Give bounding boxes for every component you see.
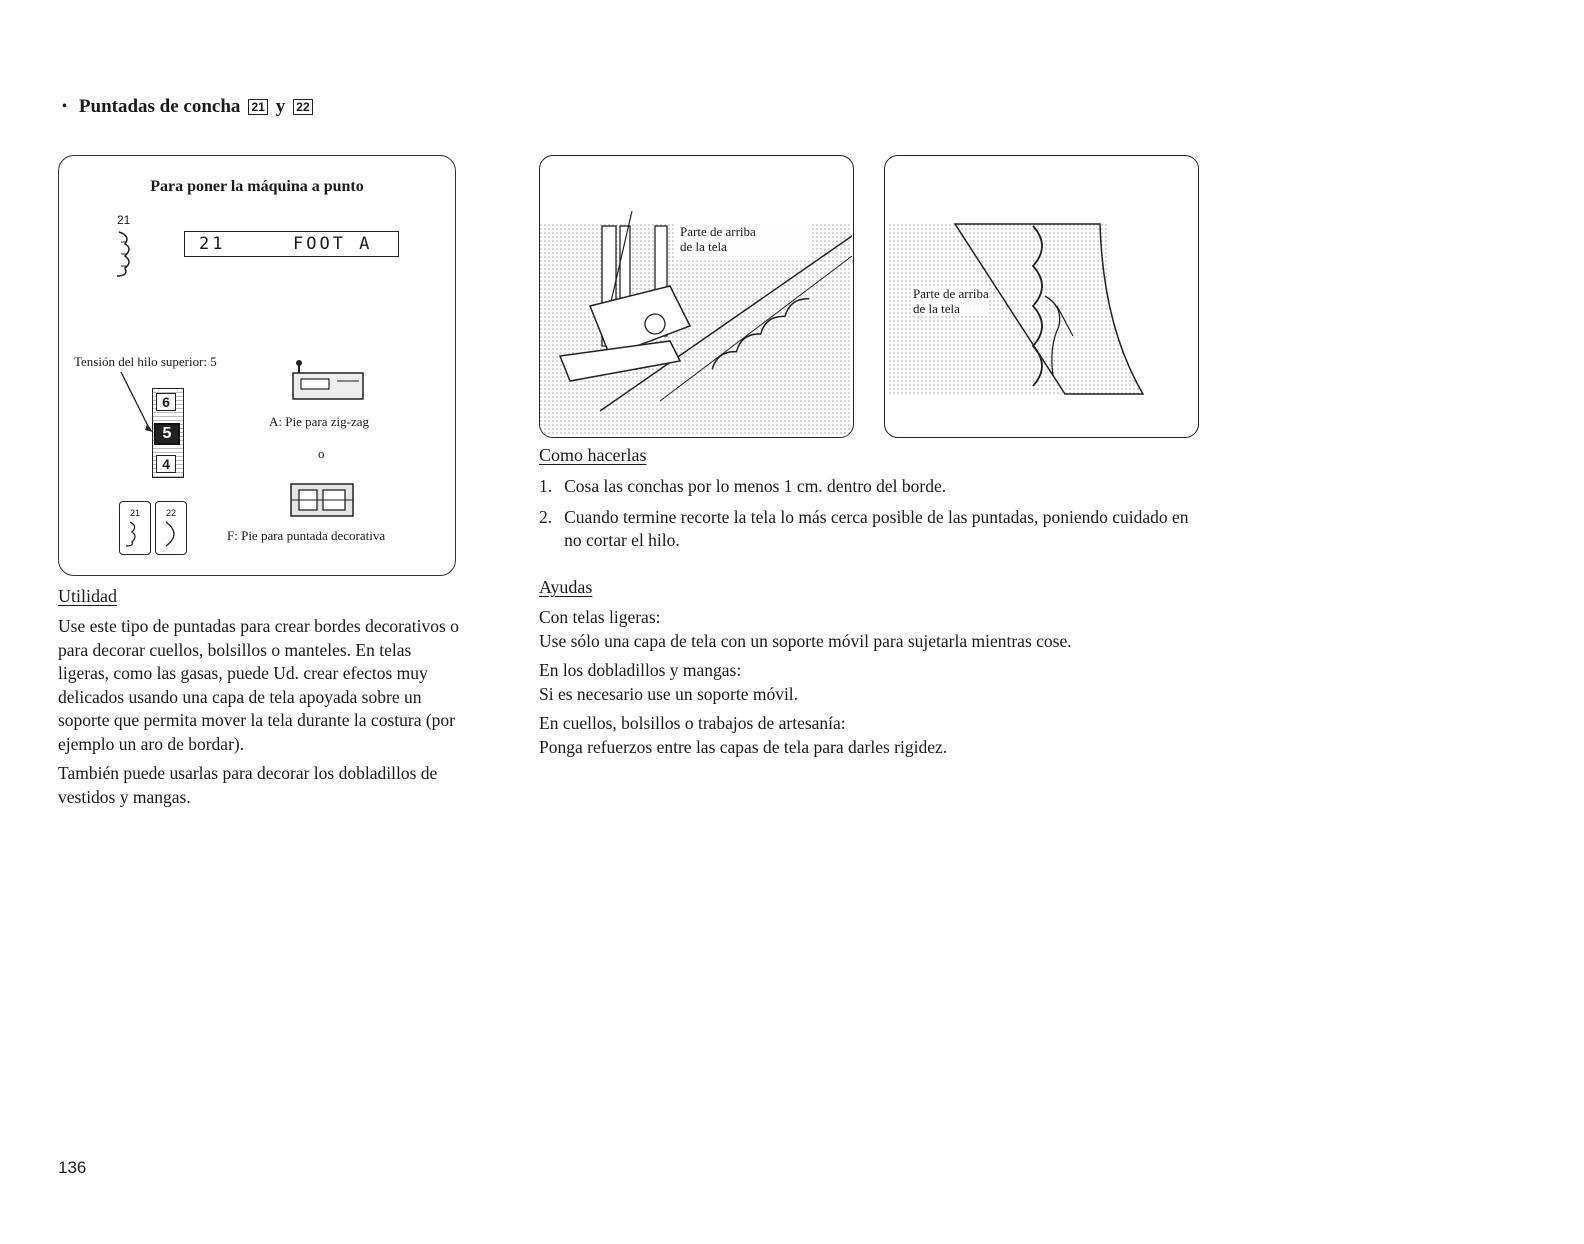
zigzag-foot-icon [287, 359, 369, 409]
key-shell-stitch-icon [120, 518, 148, 548]
right-image-label-line1: Parte de arriba [913, 286, 989, 301]
lcd-foot: FOOT A [293, 234, 373, 254]
tension-label: Tensión del hilo superior: 5 [74, 354, 217, 369]
left-image-label-line1: Parte de arriba [680, 224, 756, 239]
ayuda-item-1-question: Con telas ligeras: [539, 607, 661, 627]
machine-setup-panel [58, 155, 456, 576]
step-1-number: 1. [539, 476, 553, 496]
step-2 [539, 506, 1204, 553]
tension-dial [152, 388, 184, 478]
ayudas-list [539, 606, 1219, 765]
step-1-text: Cosa las conchas por lo menos 1 cm. dentro del borde. [564, 476, 947, 496]
ayuda-item-2-question: En los dobladillos y mangas: [539, 660, 742, 680]
heading-connector: y [275, 96, 286, 117]
utilidad-heading: Utilidad [58, 586, 117, 606]
ayuda-item-3-question: En cuellos, bolsillos o trabajos de artesanía: [539, 713, 846, 733]
dial-value-5: 5 [154, 423, 180, 445]
ayuda-item-3 [539, 712, 1219, 759]
setup-panel-title: Para poner la máquina a punto [150, 178, 364, 195]
section-heading [62, 96, 313, 118]
ayuda-item-2-answer: Si es necesario use un soporte móvil. [539, 683, 799, 704]
dial-value-4: 4 [156, 455, 176, 473]
ayuda-item-1-answer: Use sólo una capa de tela con un soporte móvil para sujetarla mientras cose. [539, 630, 1072, 651]
key-arc-stitch-icon [156, 518, 184, 548]
step-1 [539, 475, 1204, 499]
lcd-display [184, 231, 399, 257]
pattern-key-21-label: 21 [129, 508, 140, 518]
como-steps [539, 475, 1204, 560]
foot-a-label: A: Pie para zig-zag [269, 414, 369, 429]
page-number: 136 [58, 1158, 87, 1177]
heading-bullet: • [62, 99, 67, 114]
lcd-stitch-number: 21 [199, 234, 226, 254]
utilidad-paragraph-2: También puede usarlas para decorar los dobladillos de vestidos y mangas. [58, 763, 438, 807]
step-2-text: Cuando termine recorte la tela lo más cerca posible de las puntadas, poniendo cuidado en no cortar el hilo. [564, 506, 1189, 550]
utilidad-paragraph-1: Use este tipo de puntadas para crear bordes decorativos o para decorar cuellos, bolsillos o manteles. En telas ligeras, como las gasas, puede Ud. crear efectos muy delicados usando una capa de tela apoyada sobre un soporte que permita mover la tela durante la costura (por ejemplo un aro de bordar). [58, 616, 459, 754]
pattern-key-21 [119, 501, 151, 555]
heading-text: Puntadas de concha [78, 96, 241, 117]
pattern-key-22 [155, 501, 187, 555]
left-image-label [680, 224, 756, 254]
right-image-label-line2: de la tela [913, 301, 960, 316]
decorative-foot-icon [287, 480, 357, 520]
ayudas-heading: Ayudas [539, 577, 593, 597]
utilidad-text [58, 615, 460, 809]
right-image-label [913, 286, 989, 316]
ayuda-item-2 [539, 659, 1219, 706]
stitch-number-21-box: 21 [248, 99, 267, 115]
sewing-illustration [539, 155, 854, 438]
shell-stitch-icon [111, 228, 141, 280]
ayuda-item-3-answer: Ponga refuerzos entre las capas de tela para darles rigidez. [539, 736, 948, 757]
presser-foot-sewing-image [540, 156, 852, 436]
step-2-number: 2. [539, 506, 553, 527]
pattern-key-22-label: 22 [165, 508, 176, 518]
dial-value-6: 6 [156, 393, 176, 411]
como-heading: Como hacerlas [539, 445, 647, 465]
finished-shell-illustration [884, 155, 1199, 438]
or-label: o [318, 446, 325, 461]
left-image-label-line2: de la tela [680, 239, 727, 254]
stitch-number-label: 21 [117, 213, 131, 227]
ayuda-item-1 [539, 606, 1219, 653]
stitch-number-22-box: 22 [293, 99, 312, 115]
foot-f-label: F: Pie para puntada decorativa [227, 528, 386, 543]
